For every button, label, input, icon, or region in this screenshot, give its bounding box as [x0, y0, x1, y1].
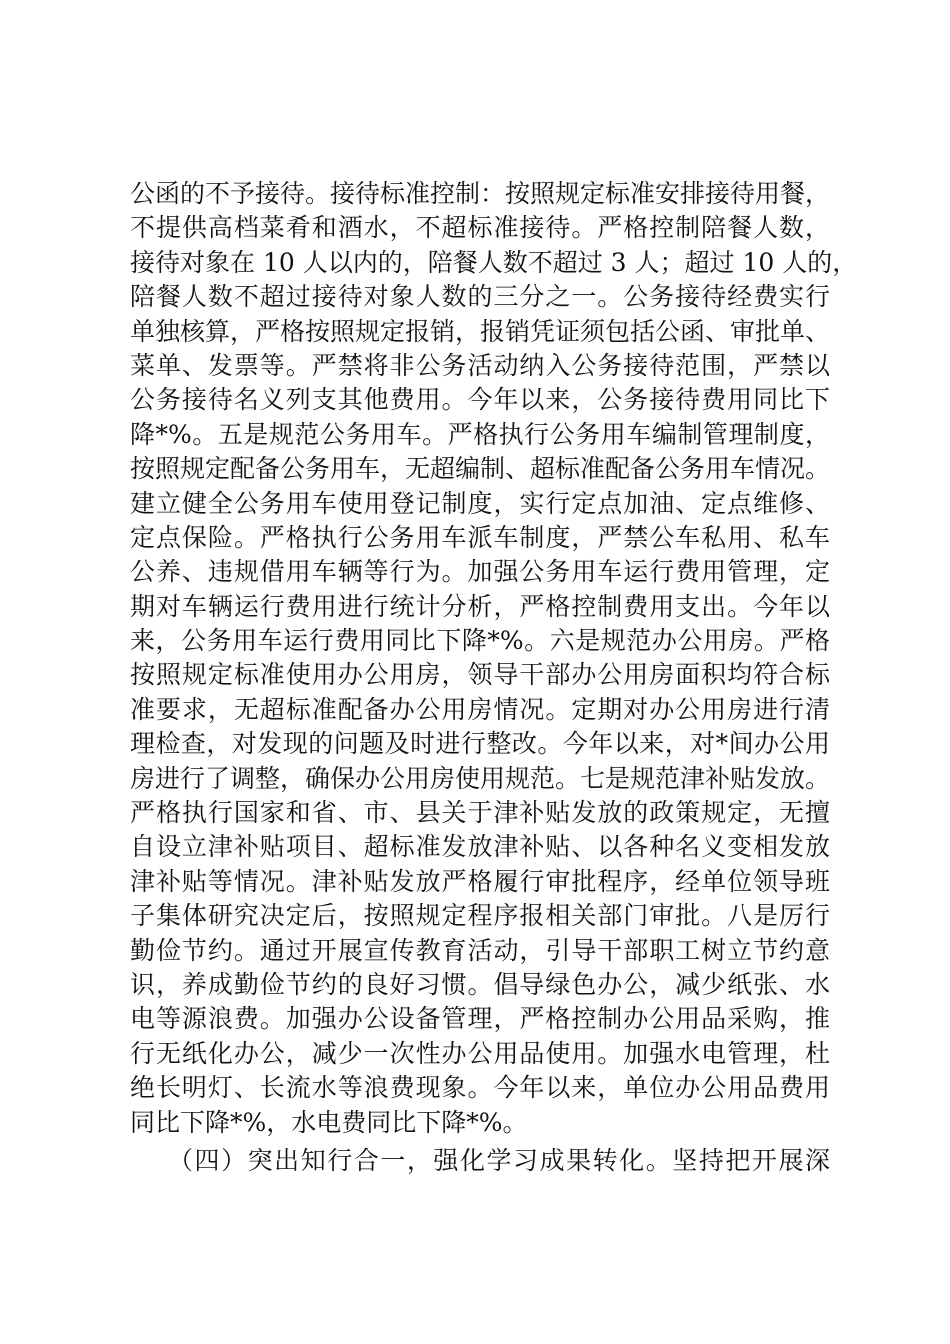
text-line: 理检查，对发现的问题及时进行整改。今年以来，对*间办公用 — [130, 729, 830, 759]
paragraph-2 — [130, 1144, 830, 1178]
text-line: 电等源浪费。加强办公设备管理，严格控制办公用品采购，推 — [130, 1004, 830, 1034]
text-line: 来，公务用车运行费用同比下降*%。六是规范办公用房。严格 — [130, 626, 830, 656]
text-line: 房进行了调整，确保办公用房使用规范。七是规范津补贴发放。 — [130, 763, 831, 793]
text-line: 同比下降*%，水电费同比下降*%。 — [130, 1107, 528, 1137]
paragraph-1 — [130, 177, 858, 1140]
text-line: 自设立津补贴项目、超标准发放津补贴、以各种名义变相发放 — [130, 832, 830, 862]
text-line: 行无纸化办公，减少一次性办公用品使用。加强水电管理，杜 — [130, 1038, 830, 1068]
text-line: 建立健全公务用车使用登记制度，实行定点加油、定点维修、 — [130, 488, 830, 518]
document-page — [130, 177, 858, 1178]
text-line: 公务接待名义列支其他费用。今年以来，公务接待费用同比下 — [130, 385, 830, 415]
text-line: 按照规定配备公务用车，无超编制、超标准配备公务用车情况。 — [130, 454, 831, 484]
text-line: 子集体研究决定后，按照规定程序报相关部门审批。八是厉行 — [130, 901, 830, 931]
text-line: 定点保险。严格执行公务用车派车制度，严禁公车私用、私车 — [130, 522, 830, 552]
text-line: 津补贴等情况。津补贴发放严格履行审批程序，经单位领导班 — [130, 866, 830, 896]
text-line: 按照规定标准使用办公用房，领导干部办公用房面积均符合标 — [130, 660, 830, 690]
text-line: 准要求，无超标准配备办公用房情况。定期对办公用房进行清 — [130, 694, 830, 724]
text-line: 严格执行国家和省、市、县关于津补贴发放的政策规定，无擅 — [130, 798, 830, 828]
text-line: 识，养成勤俭节约的良好习惯。倡导绿色办公，减少纸张、水 — [130, 969, 830, 999]
text-line: 单独核算，严格按照规定报销，报销凭证须包括公函、审批单、 — [130, 316, 831, 346]
text-line: 菜单、发票等。严禁将非公务活动纳入公务接待范围，严禁以 — [130, 350, 830, 380]
text-line: 不提供高档菜肴和酒水，不超标准接待。严格控制陪餐人数， — [130, 213, 830, 243]
text-line: 绝长明灯、长流水等浪费现象。今年以来，单位办公用品费用 — [130, 1073, 830, 1103]
text-line: 公养、违规借用车辆等行为。加强公务用车运行费用管理，定 — [130, 557, 830, 587]
text-line: 陪餐人数不超过接待对象人数的三分之一。公务接待经费实行 — [130, 282, 830, 312]
text-line: 勤俭节约。通过开展宣传教育活动，引导干部职工树立节约意 — [130, 935, 830, 965]
text-line: 降*%。五是规范公务用车。严格执行公务用车编制管理制度， — [130, 419, 830, 449]
text-line: 接待对象在 10 人以内的，陪餐人数不超过 3 人；超过 10 人的， — [130, 247, 858, 277]
text-line: 期对车辆运行费用进行统计分析，严格控制费用支出。今年以 — [130, 591, 830, 621]
section-heading-line: （四）突出知行合一，强化学习成果转化。坚持把开展深 — [168, 1145, 830, 1175]
text-line: 公函的不予接待。接待标准控制：按照规定标准安排接待用餐， — [130, 179, 831, 208]
